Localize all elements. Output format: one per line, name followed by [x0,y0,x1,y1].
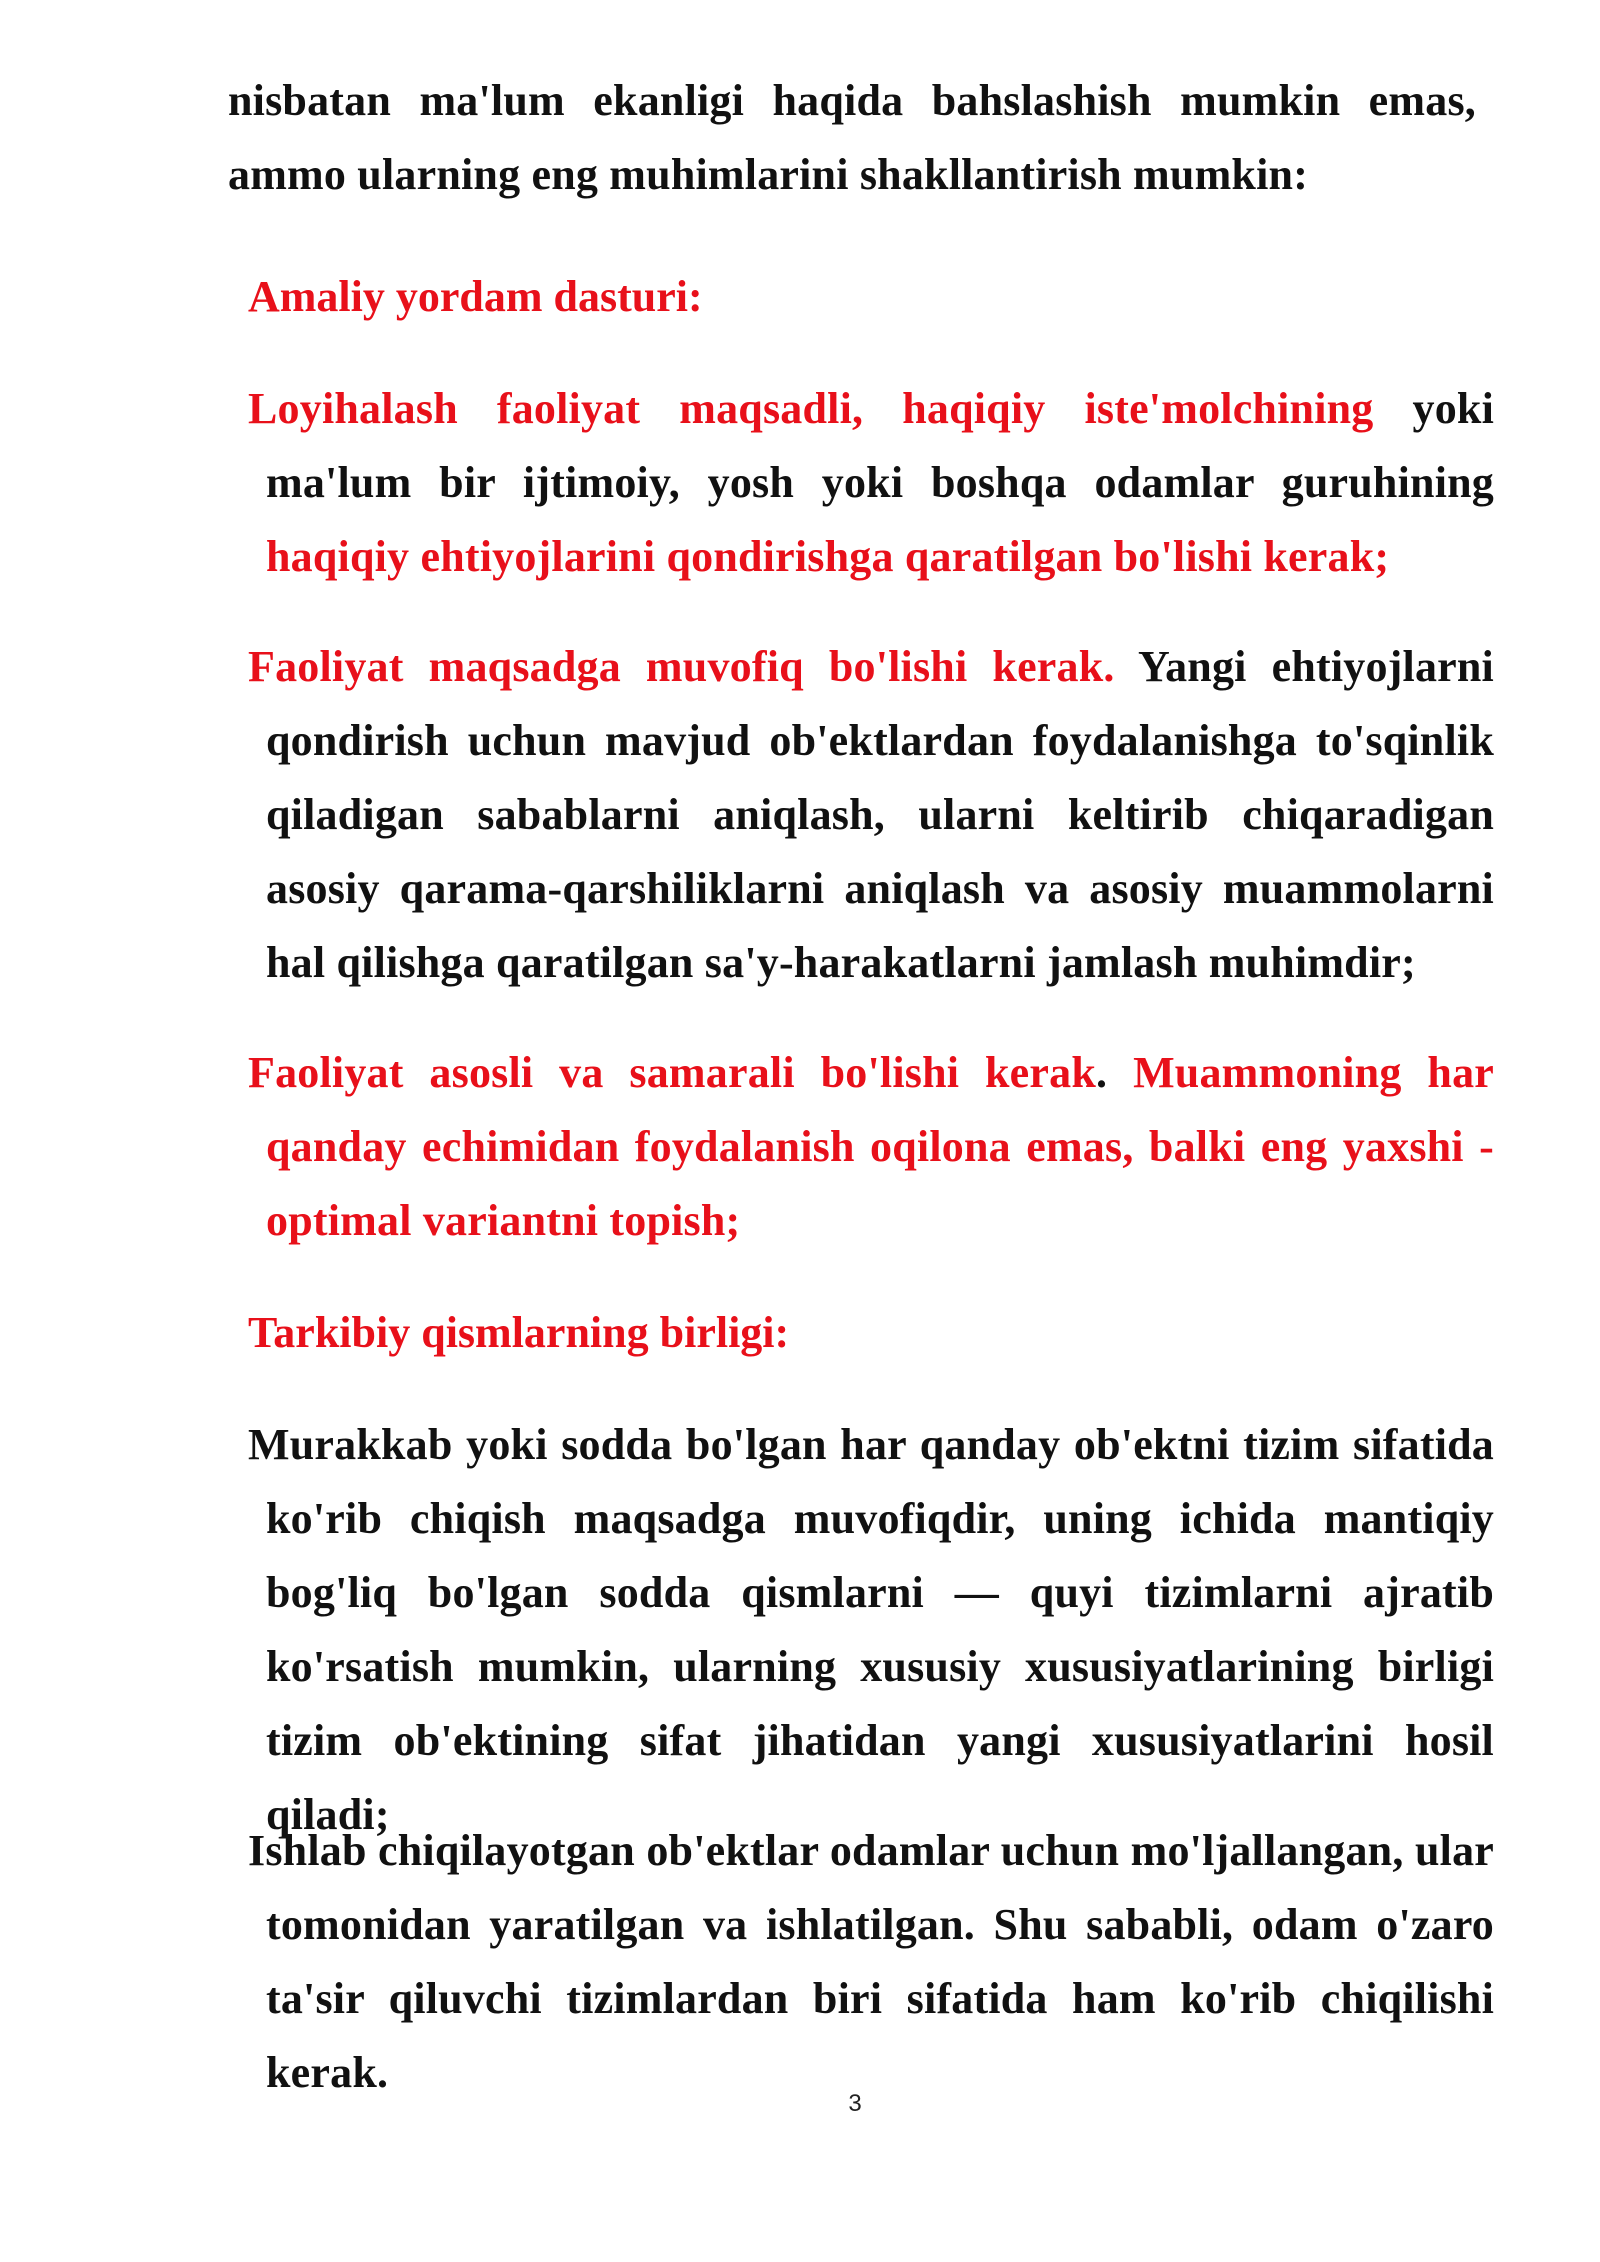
list-item-loyihalash [248,372,1494,594]
page-number: 3 [848,2090,862,2117]
list-item-asosli-samarali [248,1036,1494,1258]
list-item-maqsadga-muvofiq [248,630,1494,1000]
section-heading-tarkibiy-qismlar: Tarkibiy qismlarning birligi: [248,1308,790,1357]
highlighted-text: Muammoning har qanday echimidan foydalanish oqilona emas, balki eng yaxshi -optimal variantni topish; [266,1048,1494,1245]
highlighted-text: Faoliyat maqsadga muvofiq bo'lishi kerak. [248,642,1115,691]
list-item-ishlab-chiqilayotgan: Ishlab chiqilayotgan ob'ektlar odamlar uchun mo'ljallangan, ular tomonidan yaratilgan va ishlatilgan. Shu sababli, odam o'zaro ta'sir qiluvchi tizimlardan biri sifatida ham ko'rib chiqilishi kerak. [248,1826,1494,2097]
body-text: Yangi ehtiyojlarni qondirish uchun mavjud ob'ektlardan foydalanishga to'sqinlik qiladigan sabablarni aniqlash, ularni keltirib chiqaradigan asosiy qarama-qarshiliklarni aniqlash va asosiy muammolarni hal qilishga qaratilgan sa'y-harakatlarni jamlash muhimdir; [266,642,1494,987]
highlighted-text: Loyihalash faoliyat maqsadli, haqiqiy iste'molchining [248,384,1374,433]
body-text: yoki ma'lum bir ijtimoiy, yosh yoki boshqa odamlar guruhining [266,384,1495,507]
body-text: . [1096,1048,1134,1097]
intro-paragraph: nisbatan ma'lum ekanligi haqida bahslashish mumkin emas, ammo ularning eng muhimlarini shakllantirish mumkin: [228,76,1476,199]
highlighted-text: haqiqiy ehtiyojlarini qondirishga qaratilgan bo'lishi kerak; [266,532,1390,581]
section-heading-amaliy-yordam: Amaliy yordam dasturi: [248,272,703,321]
list-item-murakkab: Murakkab yoki sodda bo'lgan har qanday ob'ektni tizim sifatida ko'rib chiqish maqsadga muvofiqdir, uning ichida mantiqiy bog'liq bo'lgan sodda qismlarni — quyi tizimlarni ajratib ko'rsatish mumkin, ularning xususiy xususiyatlarining birligi tizim ob'ektining sifat jihatidan yangi xususiyatlarini hosil qiladi; [248,1420,1494,1839]
highlighted-text: Faoliyat asosli va samarali bo'lishi kerak [248,1048,1097,1097]
